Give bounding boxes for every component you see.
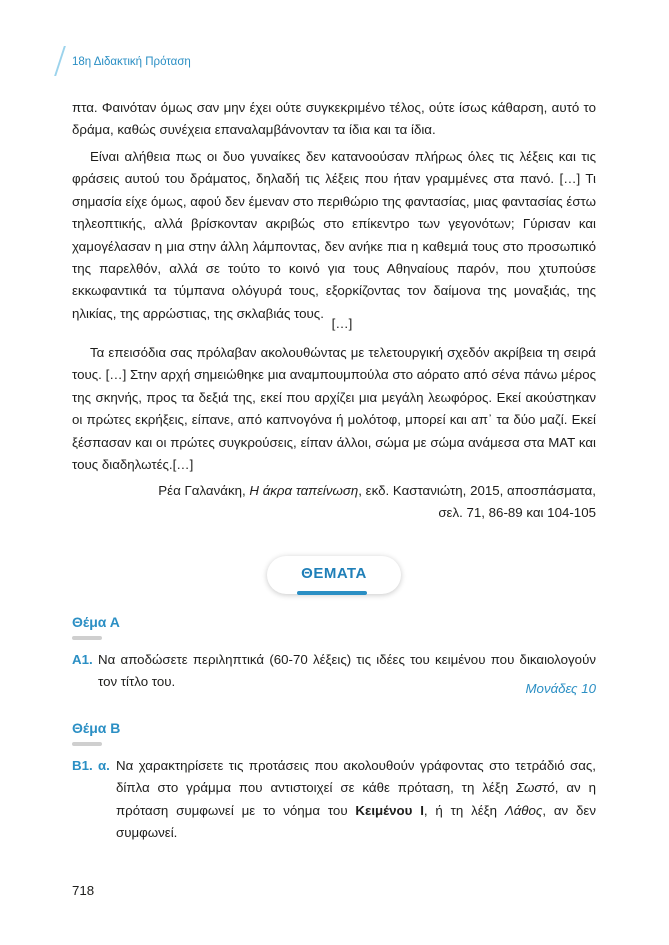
question-b1-part: , αν η πρόταση συμφωνεί με το νόημα του [116, 780, 596, 818]
paragraph-episodes: Τα επεισόδια σας πρόλαβαν ακολουθώντας με τελετουργική σχεδόν ακρίβεια τη σειρά τους. […] Στην αρχή σημειώθηκε μια αναμπουμπούλα στο αόρατο από σένα πάνω μέρος της σκηνής, προς τα δεξιά της, εκεί που αρχίζει μια μεγάλη λεωφόρος. Εκεί ακούστηκαν οι πρώτες εκρήξεις, είπανε, από καπνογόνα ή μολότοφ, μπορεί και απ᾽ τα δύο μαζί. Εκεί ξέσπασαν και οι πρώτες συγκρούσεις, είπαν άλλοι, σώμα με σώμα ανάμεσα στα ΜΑΤ και τους διαδηλωτές.[…] [72, 345, 596, 473]
omission-mark: […] [331, 316, 353, 331]
source-citation [72, 480, 596, 525]
question-b1-part: , αν δεν συμφωνεί. [116, 802, 596, 841]
theme-b-heading: Θέμα Β [72, 720, 121, 736]
question-b1-text [116, 755, 596, 845]
question-b1-label: Β1. [72, 758, 93, 773]
header-slash-decoration [54, 46, 66, 76]
theme-b-bar [72, 742, 102, 746]
themes-underline [297, 591, 367, 595]
page-number: 718 [72, 883, 95, 898]
citation-publisher: , εκδ. Καστανιώτη, 2015, αποσπάσματα, [358, 483, 596, 498]
question-b1-part: , ή τη λέξη [423, 802, 505, 818]
citation-author: Ρέα Γαλανάκη, [158, 483, 250, 498]
question-a1-units: Μονάδες 10 [525, 681, 596, 696]
word-false: Λάθος [504, 802, 543, 818]
theme-a-bar [72, 636, 102, 640]
question-a1-label: Α1. [72, 652, 93, 667]
question-a1-text: Να αποδώσετε περιληπτικά (60-70 λέξεις) τις ιδέες του κειμένου που δικαιολογούν τον τίτλο του. [98, 652, 596, 690]
question-b1-part: Να χαρακτηρίσετε τις προτάσεις που ακολουθούν γράφοντας στο τετράδιό σας, δίπλα στο γράμμα που αντιστοιχεί σε κάθε πρόταση, τη λέξη [116, 758, 596, 796]
text-reference: Κειμένου Ι [355, 802, 424, 818]
word-true: Σωστό [516, 780, 555, 796]
citation-pages: σελ. 71, 86-89 και 104-105 [438, 505, 596, 521]
paragraph-continuation: πτα. Φαινόταν όμως σαν μην έχει ούτε συγκεκριμένο τέλος, ούτε ίσως κάθαρση, αυτό το δράμα, καθώς συνέχεια επαναλαμβάνονταν τα ίδια και τα ίδια. [72, 100, 596, 138]
theme-a-heading: Θέμα Α [72, 614, 120, 630]
themes-title: ΘΕΜΑΤΑ [301, 565, 367, 582]
citation-title: Η άκρα ταπείνωση [249, 483, 359, 498]
chapter-header: 18η Διδακτική Πρόταση [72, 56, 191, 68]
paragraph-main: Είναι αλήθεια πως οι δυο γυναίκες δεν κατανοούσαν πλήρως όλες τις λέξεις και τις φράσεις αυτού του δράματος, δηλαδή τις λέξεις που ήταν γραμμένες στα πανό. […] Τι σημασία είχε όμως, αφού δεν έμεναν στο περιθώριο της φαντασίας, μιας φαντασίας έστω τηλεοπτικής, αλλά βρίσκονταν ακριβώς στο επίκεντρο των γεγονότων; Γύρισαν και χαμογέλασαν η μια στην άλλη λάμποντας, δεν ανήκε πια η καθεμιά τους στο προσωπικό της παρελθόν, αλλά σε τούτο το κοινό για τους Αθηναίους παρόν, που χτυπούσε εκκωφαντικά τα τύμπανα ολόγυρά τους, εξορκίζοντας τον δαίμονα της μοναξιάς, της ηλικίας, της αρρώστιας, της σκλαβιάς τους. [72, 149, 596, 321]
question-b1-sublabel: α. [98, 758, 110, 773]
